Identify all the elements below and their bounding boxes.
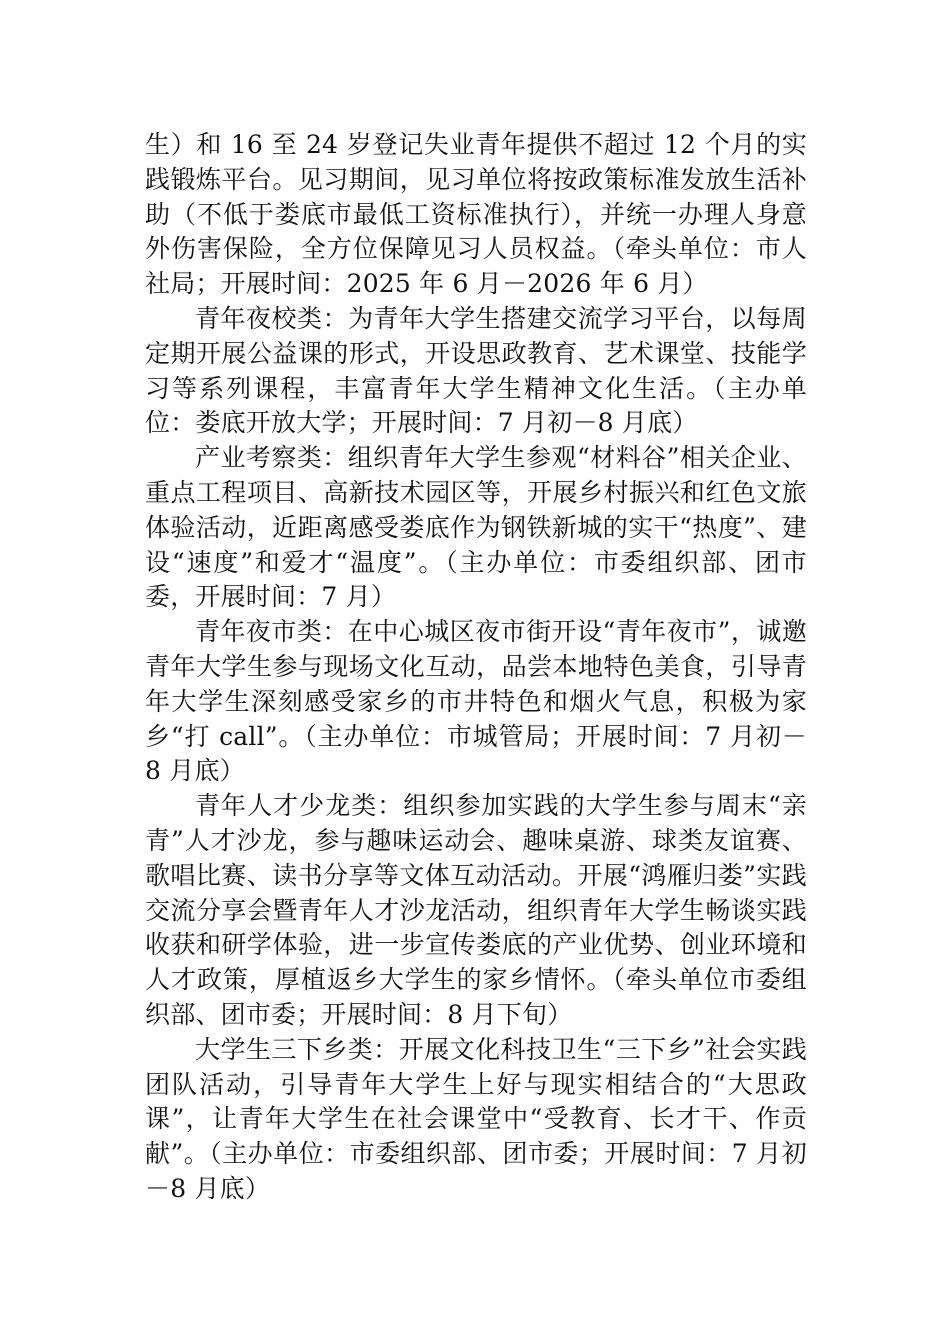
paragraph-three-to-countryside: 大学生三下乡类：开展文化科技卫生“三下乡”社会实践团队活动，引导青年大学生上好与现实相结合的“大思政课”，让青年大学生在社会课堂中“受教育、长才干、作贡献”。（主办单位：市委组织部、团市委；开展时间：7 月初－8 月底） (145, 1034, 807, 1203)
paragraph-youth-night-market: 青年夜市类：在中心城区夜市街开设“青年夜市”，诚邀青年大学生参与现场文化互动，品尝本地特色美食，引导青年大学生深刻感受家乡的市井特色和烟火气息，积极为家乡“打 call”。（主办单位：市城管局；开展时间：7 月初－8 月底） (145, 617, 807, 786)
paragraph-internship-continuation: 生）和 16 至 24 岁登记失业青年提供不超过 12 个月的实践锻炼平台。见习期间，见习单位将按政策标准发放生活补助（不低于娄底市最低工资标准执行），并统一办理人身意外伤害保险，全方位保障见习人员权益。（牵头单位：市人社局；开展时间：2025 年 6 月－2026 年 6 月） (145, 130, 807, 299)
paragraph-industry-visit: 产业考察类：组织青年大学生参观“材料谷”相关企业、重点工程项目、高新技术园区等，开展乡村振兴和红色文旅体验活动，近距离感受娄底作为钢铁新城的实干“热度”、建设“速度”和爱才“温度”。（主办单位：市委组织部、团市委，开展时间：7 月） (145, 443, 807, 612)
paragraph-youth-talent-salon: 青年人才少龙类：组织参加实践的大学生参与周末“亲青”人才沙龙，参与趣味运动会、趣味桌游、球类友谊赛、歌唱比赛、读书分享等文体互动活动。开展“鸿雁归娄”实践交流分享会暨青年人才沙龙活动，组织青年大学生畅谈实践收获和研学体验，进一步宣传娄底的产业优势、创业环境和人才政策，厚植返乡大学生的家乡情怀。（牵头单位市委组织部、团市委；开展时间：8 月下旬） (145, 791, 807, 1029)
paragraph-youth-night-school: 青年夜校类：为青年大学生搭建交流学习平台，以每周定期开展公益课的形式，开设思政教育、艺术课堂、技能学习等系列课程，丰富青年大学生精神文化生活。（主办单位：娄底开放大学；开展时间：7 月初－8 月底） (145, 303, 807, 438)
body-text (145, 128, 807, 1207)
